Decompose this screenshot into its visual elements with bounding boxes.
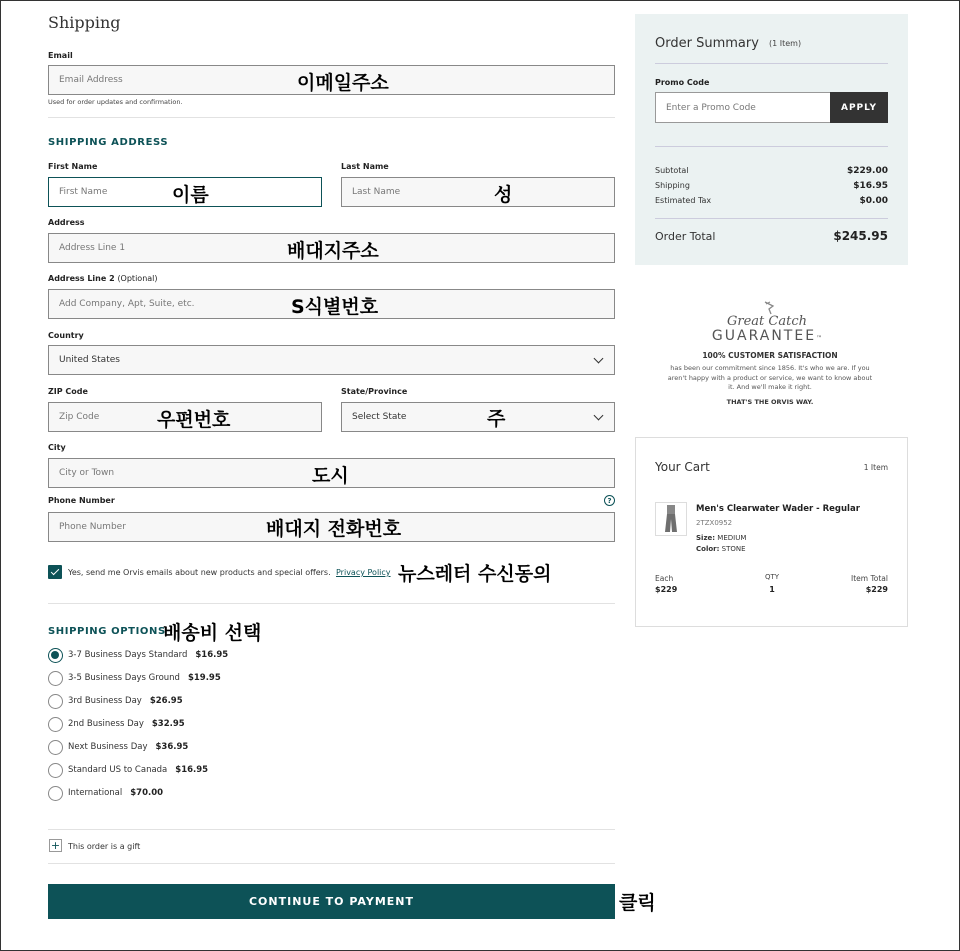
product-sku: 2TZX0952 [696,519,733,527]
shipping-option[interactable]: Next Business Day $36.95 [48,739,228,755]
address2-label: Address Line 2 (Optional) [48,274,158,283]
product-color: Color: STONE [696,545,746,553]
address-label: Address [48,218,85,227]
address2-placeholder: Add Company, Apt, Suite, etc. [59,299,195,309]
shipping-option[interactable]: International $70.00 [48,785,228,801]
guarantee-title: GUARANTEE™ [711,328,823,344]
country-value: United States [59,355,120,365]
email-annotation: 이메일주소 [297,72,389,94]
order-summary-panel [635,14,908,265]
chevron-down-icon [594,411,604,421]
guarantee-footer: THAT'S THE ORVIS WAY. [726,398,814,406]
shipping-cost-label: Shipping [655,181,690,190]
email-placeholder: Email Address [59,75,123,85]
guarantee-script: Great Catch [727,314,807,329]
privacy-policy-link[interactable]: Privacy Policy [336,568,391,577]
divider [655,146,888,147]
shipping-option[interactable]: 2nd Business Day $32.95 [48,716,228,732]
page-title: Shipping [48,13,121,32]
each-value: $229 [655,585,678,594]
email-label: Email [48,51,73,60]
tax-label: Estimated Tax [655,196,712,205]
radio[interactable] [48,671,63,686]
address2-annotation: S식별번호 [291,296,379,318]
divider [48,603,615,604]
city-placeholder: City or Town [59,468,115,478]
address-annotation: 배대지주소 [287,240,379,262]
qty-label: QTY [764,573,780,581]
product-name[interactable]: Men's Clearwater Wader - Regular [696,504,860,514]
newsletter-annotation: 뉴스레터 수신동의 [398,563,552,585]
promo-code-label: Promo Code [655,78,710,87]
last-name-input[interactable] [341,177,615,207]
phone-annotation: 배대지 전화번호 [266,518,402,540]
cart-title: Your Cart [655,460,710,474]
divider [48,863,615,864]
guarantee-headline: 100% CUSTOMER SATISFACTION [702,351,838,360]
plus-icon[interactable]: + [50,839,61,852]
radio[interactable] [48,763,63,778]
each-label: Each [655,574,674,583]
guarantee-body: has been our commitment since 1856. It's who we are. If you aren't happy with a product or service, we want to know about it. And we'll make it right. [667,364,873,391]
divider [655,63,888,64]
address-placeholder: Address Line 1 [59,243,126,253]
radio[interactable] [48,740,63,755]
subtotal-label: Subtotal [655,166,689,175]
continue-annotation: 클릭 [619,892,656,914]
order-total-label: Order Total [655,230,716,243]
shipping-options-annotation: 배송비 선택 [163,622,262,644]
state-select[interactable] [341,402,615,432]
shipping-options-heading: SHIPPING OPTIONS [48,626,166,637]
shipping-address-heading: SHIPPING ADDRESS [48,137,169,148]
promo-placeholder: Enter a Promo Code [666,102,756,113]
state-value: Select State [352,412,407,422]
chevron-down-icon [594,354,604,364]
first-name-placeholder: First Name [59,187,108,197]
zip-label: ZIP Code [48,387,88,396]
country-label: Country [48,331,84,340]
city-annotation: 도시 [312,465,349,487]
last-name-annotation: 성 [494,184,513,206]
state-label: State/Province [341,387,408,396]
country-select[interactable] [48,345,615,375]
city-label: City [48,443,66,452]
order-summary-title: Order Summary [655,36,759,51]
order-summary-count: (1 Item) [769,39,802,48]
phone-label: Phone Number [48,496,115,505]
item-total-value: $229 [865,585,888,594]
phone-placeholder: Phone Number [59,522,126,532]
first-name-label: First Name [48,162,98,171]
shipping-option[interactable]: 3-5 Business Days Ground $19.95 [48,670,228,686]
newsletter-checkbox[interactable] [48,565,62,579]
divider [48,829,615,830]
shipping-option[interactable]: Standard US to Canada $16.95 [48,762,228,778]
shipping-cost-value: $16.95 [853,181,888,191]
question-circle-icon[interactable]: ? [604,495,615,506]
state-annotation: 주 [487,408,506,430]
product-thumbnail[interactable] [655,502,687,536]
newsletter-text: Yes, send me Orvis emails about new products and special offers. [68,568,331,577]
gift-label[interactable]: This order is a gift [68,842,141,851]
zip-annotation: 우편번호 [157,409,231,431]
product-size: Size: MEDIUM [696,534,747,542]
cart-count: 1 Item [863,463,888,472]
first-name-annotation: 이름 [172,184,209,206]
last-name-label: Last Name [341,162,389,171]
email-helper: Used for order updates and confirmation. [48,98,183,106]
radio[interactable] [48,694,63,709]
subtotal-value: $229.00 [847,166,888,176]
item-total-label: Item Total [851,574,888,583]
apply-button[interactable]: APPLY [830,92,888,123]
divider [655,218,888,219]
shipping-options-list [48,647,228,801]
shipping-option[interactable]: 3-7 Business Days Standard $16.95 [48,647,228,663]
shipping-option[interactable]: 3rd Business Day $26.95 [48,693,228,709]
order-total-value: $245.95 [833,229,888,243]
last-name-placeholder: Last Name [352,187,401,197]
qty-value: 1 [769,585,775,594]
continue-to-payment-button[interactable]: CONTINUE TO PAYMENT [48,884,615,919]
tax-value: $0.00 [859,196,888,206]
radio[interactable] [48,786,63,801]
radio-selected[interactable] [48,648,63,663]
zip-placeholder: Zip Code [59,412,100,422]
divider [48,117,615,118]
radio[interactable] [48,717,63,732]
promo-code-input[interactable] [655,92,831,123]
